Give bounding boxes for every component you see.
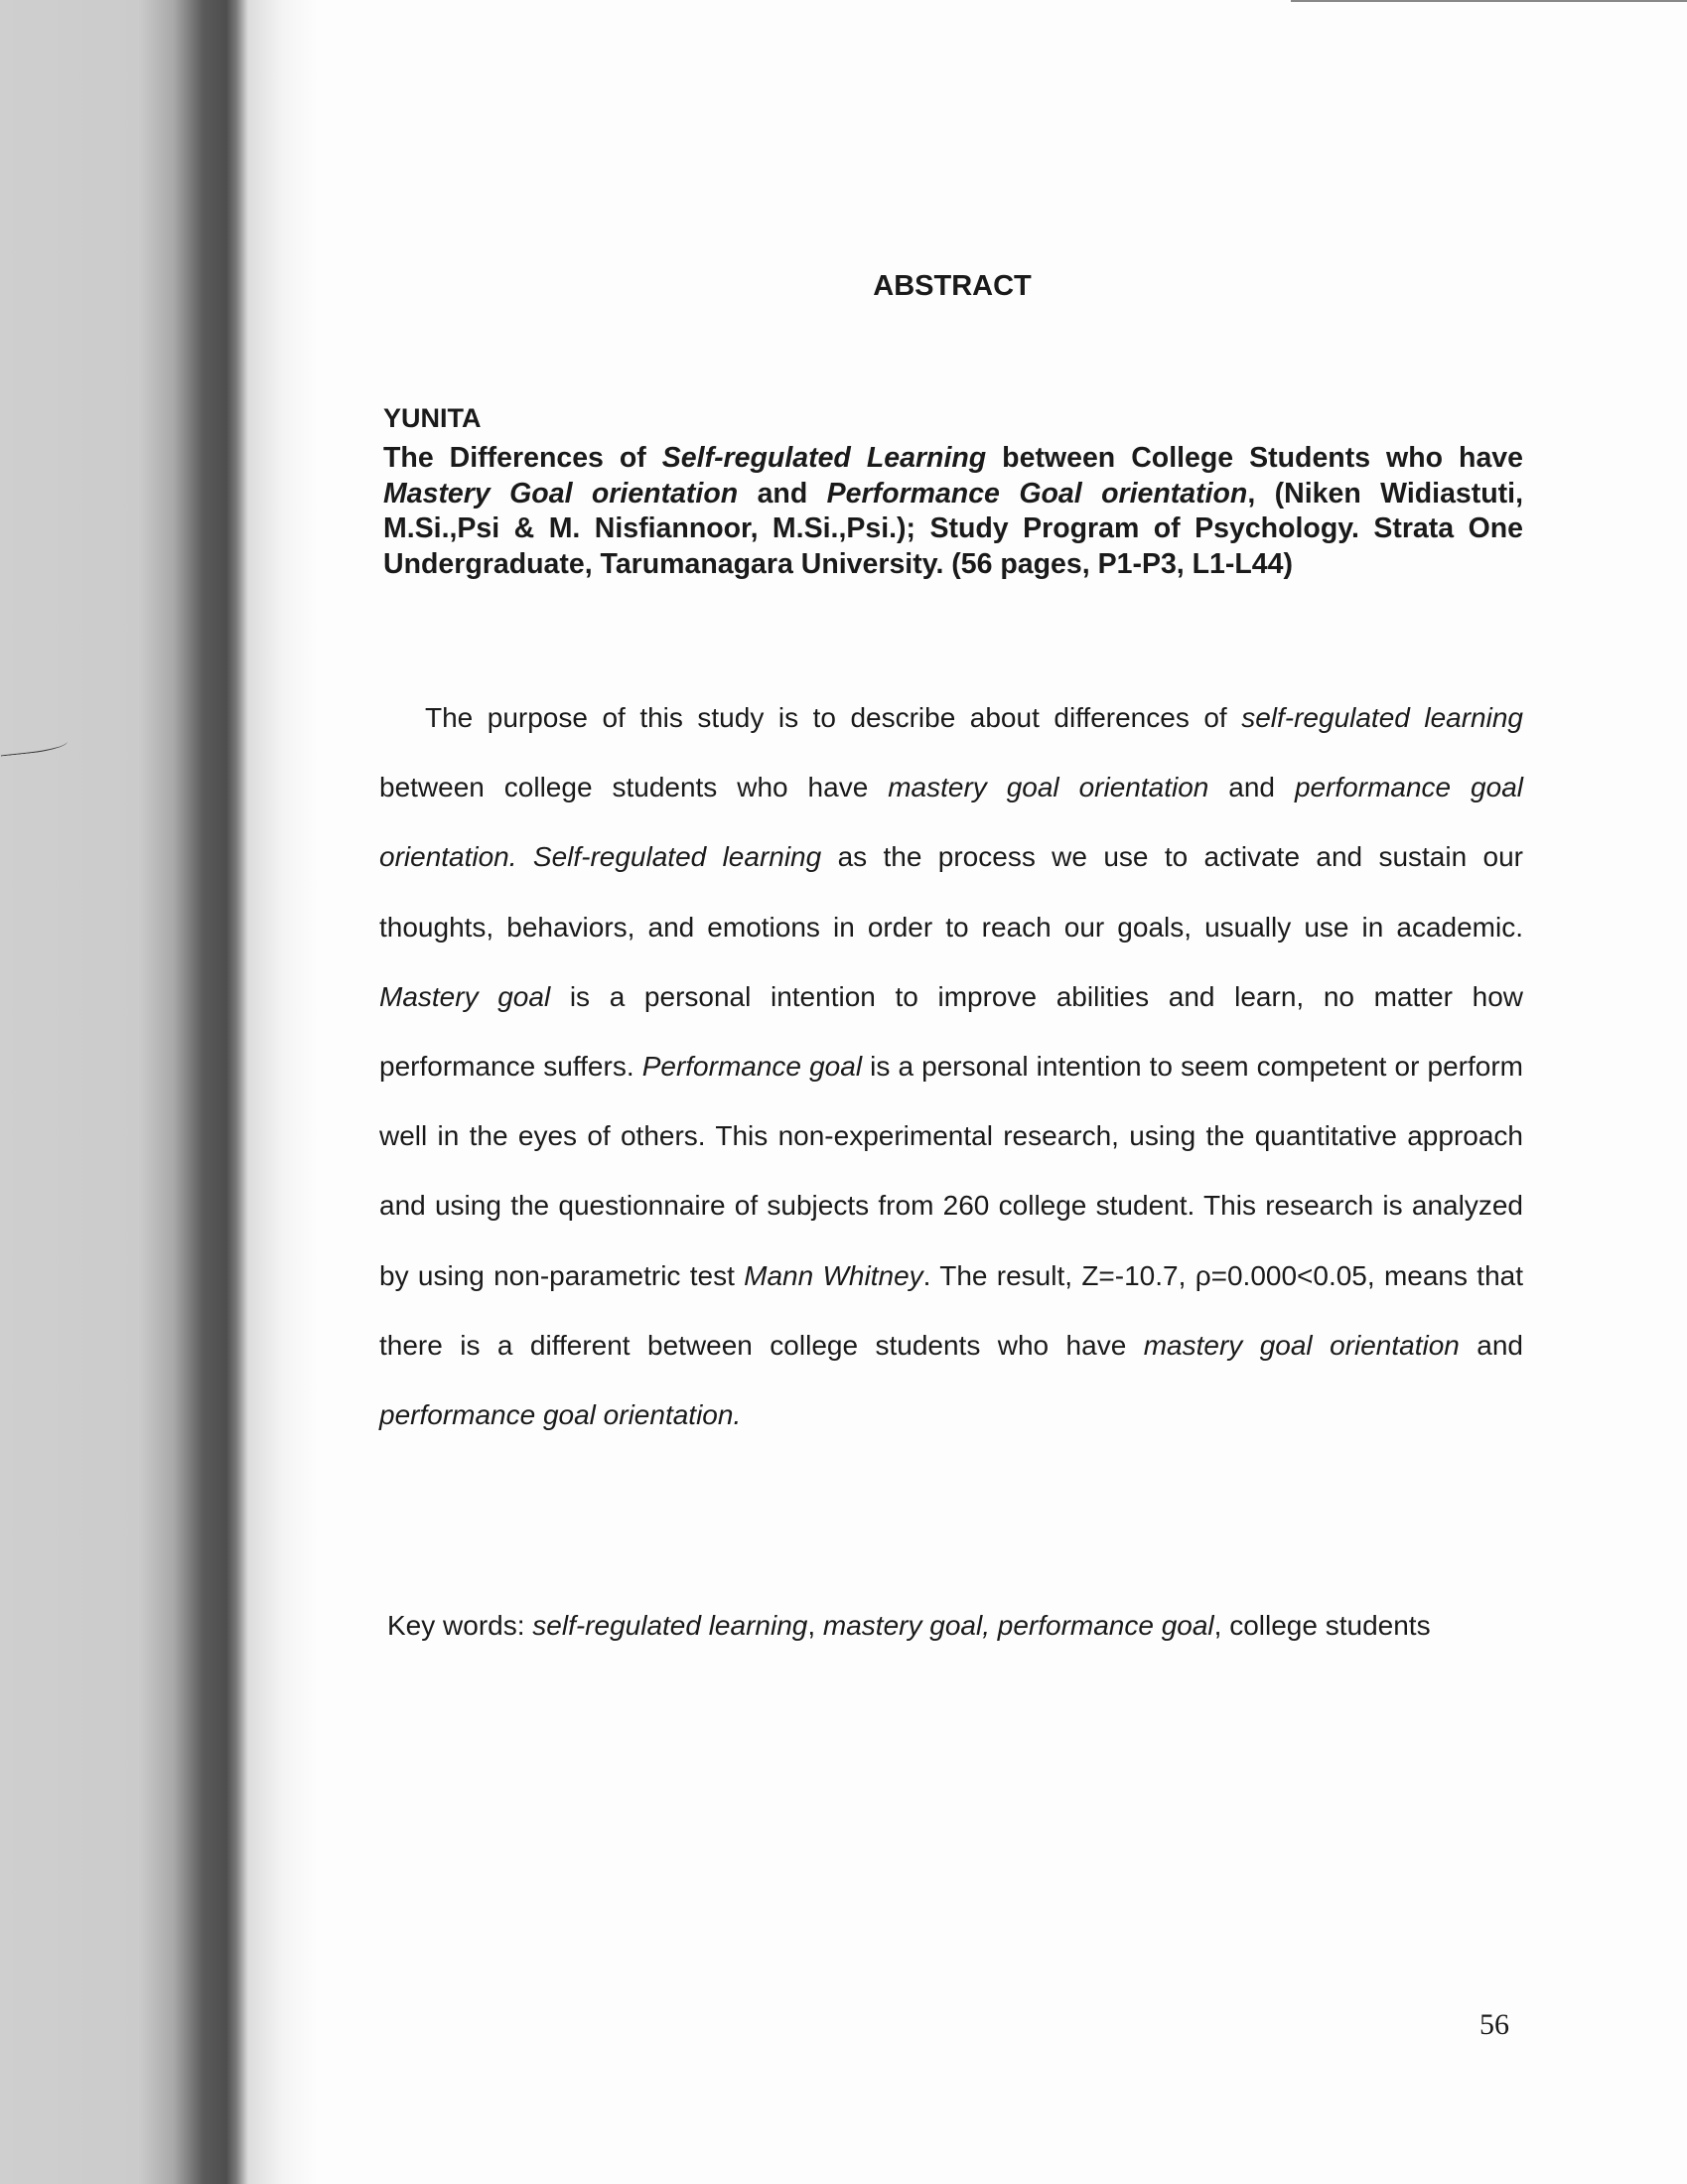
italic-text-segment: mastery goal orientation xyxy=(888,772,1209,803)
italic-text-segment: mastery goal, performance goal xyxy=(822,1610,1214,1641)
text-segment: between College Students who have xyxy=(986,442,1523,474)
text-segment: and xyxy=(1459,1329,1523,1361)
page-number: 56 xyxy=(1479,2008,1509,2041)
text-segment: The purpose of this study is to describe about differences of xyxy=(425,702,1242,733)
italic-text-segment: performance goal orientation. xyxy=(379,1399,742,1431)
text-segment: and xyxy=(738,477,827,510)
text-segment: The Differences of xyxy=(383,442,662,474)
italic-text-segment: Performance goal xyxy=(641,1051,863,1083)
abstract-paragraph xyxy=(379,683,1523,1450)
italic-text-segment: self-regulated learning xyxy=(532,1610,808,1641)
scan-binding-shadow xyxy=(0,0,318,2184)
scan-edge-line xyxy=(1291,0,1687,2)
italic-text-segment: Mastery goal xyxy=(379,980,551,1012)
text-segment: between college students who have xyxy=(379,772,889,803)
text-segment: , college students xyxy=(1213,1610,1431,1641)
author-name: YUNITA xyxy=(383,403,482,433)
italic-text-segment: Self-regulated Learning xyxy=(661,442,987,474)
italic-text-segment: Mann Whitney xyxy=(744,1259,923,1291)
citation-block xyxy=(383,441,1523,582)
text-segment: , xyxy=(807,1610,823,1641)
italic-text-segment: Performance Goal orientation xyxy=(826,477,1248,510)
keywords-paragraph xyxy=(383,1591,1521,1660)
text-segment: , (Niken Widiastuti, M.Si.,Psi & M. Nisfiannoor, M.Si.,Psi.); Study Program of Psychology. Strata One Undergraduate, Tarumanagara University. (56 pages, P1-P3, L1-L44) xyxy=(383,477,1523,580)
italic-text-segment: performance goal orientation. Self-regulated learning xyxy=(379,772,1523,873)
text-segment: . The result, Z=-10.7, ρ=0.000<0.05, means that there is a different between college students who have xyxy=(379,1259,1524,1361)
text-segment: Key words: xyxy=(387,1610,533,1641)
text-segment: as the process we use to activate and sustain our thoughts, behaviors, and emotions in order to reach our goals, usually use in academic. xyxy=(379,841,1523,943)
text-segment: and xyxy=(1208,772,1295,803)
italic-text-segment: mastery goal orientation xyxy=(1143,1329,1460,1361)
italic-text-segment: Mastery Goal orientation xyxy=(383,477,739,510)
text-segment: is a personal intention to seem competent or perform well in the eyes of others. This non-experimental research, using the quantitative approach and using the questionnaire of subjects from 260 college student. This research is analyzed by using non-parametric test xyxy=(379,1051,1523,1291)
page-title: ABSTRACT xyxy=(873,270,1032,302)
italic-text-segment: self-regulated learning xyxy=(1241,702,1523,733)
text-segment: is a personal intention to improve abilities and learn, no matter how performance suffers. xyxy=(379,980,1523,1083)
